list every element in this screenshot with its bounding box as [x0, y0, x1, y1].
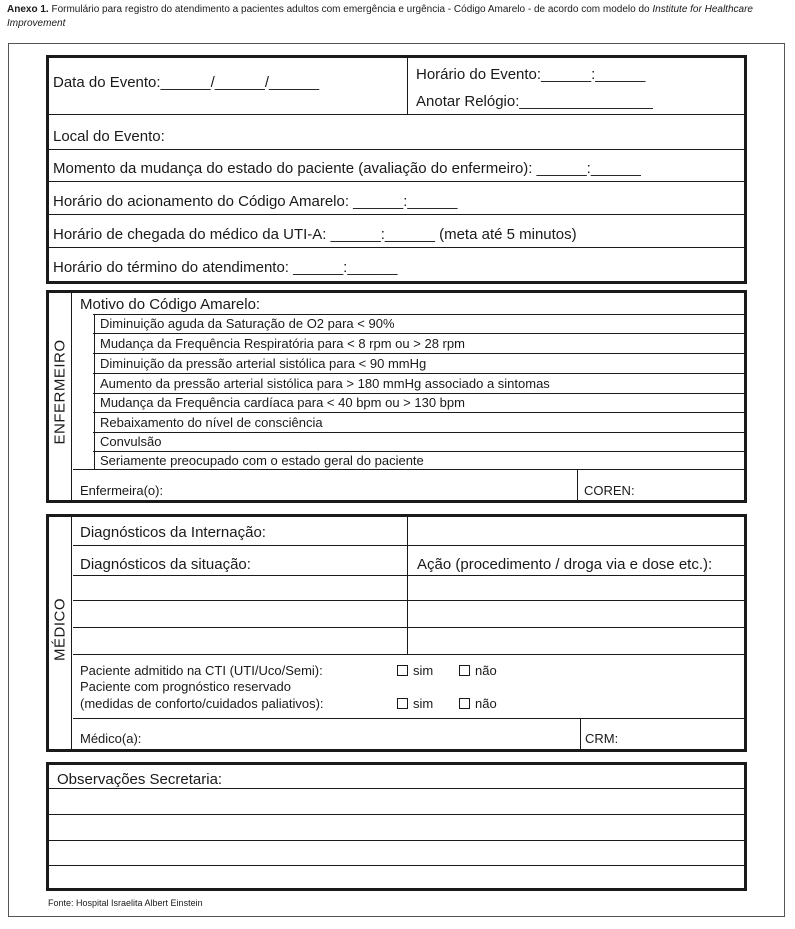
medico-side-label: MÉDICO [51, 598, 69, 661]
divider [73, 575, 745, 576]
divider [93, 314, 745, 315]
divider [580, 718, 581, 750]
motivo-item[interactable]: Mudança da Frequência cardíaca para < 40 bpm ou > 130 bpm [100, 395, 465, 410]
divider [71, 516, 72, 750]
divider [48, 865, 745, 866]
admitido-nao-checkbox[interactable] [459, 663, 497, 678]
caption-lead: Anexo 1. [7, 4, 49, 15]
checkbox-icon[interactable] [459, 698, 470, 709]
local-evento-field[interactable]: Local do Evento: [53, 128, 165, 145]
sim-label: sim [413, 696, 434, 711]
motivo-title: Motivo do Código Amarelo: [80, 296, 261, 313]
caption-italic: Institute for Healthcare Improvement [7, 4, 753, 29]
crm-field[interactable]: CRM: [585, 731, 619, 746]
sim-label: sim [413, 663, 434, 678]
motivo-item[interactable]: Convulsão [100, 434, 162, 449]
horario-evento-field[interactable]: Horário do Evento:______:______ [416, 66, 646, 83]
chegada-medico-field[interactable]: Horário de chegada do médico da UTI-A: ______:______ (meta até 5 minutos) [53, 226, 577, 243]
divider [93, 432, 745, 433]
observacoes-title[interactable]: Observações Secretaria: [57, 771, 223, 788]
diag-situacao-label: Diagnósticos da situação: [80, 556, 251, 573]
motivo-item[interactable]: Mudança da Frequência Respiratória para < 8 rpm ou > 28 rpm [100, 336, 465, 351]
momento-mudanca-field[interactable]: Momento da mudança do estado do paciente (avaliação do enfermeiro): ______:______ [53, 160, 641, 177]
acao-label: Ação (procedimento / droga via e dose etc.): [417, 556, 713, 573]
prognostico-sim-checkbox[interactable] [397, 696, 433, 711]
divider [48, 814, 745, 815]
motivo-item[interactable]: Rebaixamento do nível de consciência [100, 415, 323, 430]
prognostico-label-2: (medidas de conforto/cuidados paliativos): [80, 696, 324, 711]
motivo-item[interactable]: Seriamente preocupado com o estado geral do paciente [100, 453, 424, 468]
prognostico-nao-checkbox[interactable] [459, 696, 497, 711]
divider [93, 451, 745, 452]
data-evento-field[interactable]: Data do Evento:______/______/______ [53, 74, 320, 91]
divider [48, 247, 745, 248]
divider [93, 373, 745, 374]
divider [93, 412, 745, 413]
divider [73, 469, 745, 470]
nao-label: não [475, 663, 497, 678]
divider [48, 214, 745, 215]
divider [73, 627, 745, 628]
divider [577, 469, 578, 501]
divider [48, 788, 745, 789]
admitido-label: Paciente admitido na CTI (UTI/Uco/Semi): [80, 663, 323, 678]
enfermeira-field[interactable]: Enfermeira(o): [80, 483, 164, 498]
prognostico-label-1: Paciente com prognóstico reservado [80, 679, 292, 694]
divider [73, 718, 745, 719]
caption-text: Formulário para registro do atendimento a pacientes adultos com emergência e urgência - Código Amarelo - de acordo com modelo do [51, 4, 650, 15]
enfermeiro-side-label: ENFERMEIRO [51, 339, 69, 445]
figure-caption [7, 3, 787, 31]
divider [48, 149, 745, 150]
divider [407, 516, 408, 654]
motivo-item[interactable]: Aumento da pressão arterial sistólica para > 180 mmHg associado a sintomas [100, 376, 550, 391]
divider [93, 393, 745, 394]
motivo-item[interactable]: Diminuição aguda da Saturação de O2 para < 90% [100, 316, 395, 331]
checkbox-column-line [94, 314, 95, 470]
checkbox-icon[interactable] [459, 665, 470, 676]
divider [93, 333, 745, 334]
coren-field[interactable]: COREN: [584, 483, 635, 498]
divider [48, 840, 745, 841]
divider [73, 545, 745, 546]
nao-label: não [475, 696, 497, 711]
divider [71, 292, 72, 501]
acionamento-field[interactable]: Horário do acionamento do Código Amarelo: ______:______ [53, 193, 458, 210]
divider [93, 353, 745, 354]
medico-field[interactable]: Médico(a): [80, 731, 142, 746]
termino-field[interactable]: Horário do término do atendimento: ______:______ [53, 259, 398, 276]
admitido-sim-checkbox[interactable] [397, 663, 433, 678]
checkbox-icon[interactable] [397, 665, 408, 676]
divider [48, 114, 745, 115]
diag-internacao-field[interactable]: Diagnósticos da Internação: [80, 524, 266, 541]
divider [73, 600, 745, 601]
motivo-item[interactable]: Diminuição da pressão arterial sistólica para < 90 mmHg [100, 356, 427, 371]
anotar-relogio-field[interactable]: Anotar Relógio:________________ [416, 93, 653, 110]
divider [48, 181, 745, 182]
divider [407, 57, 408, 115]
divider [73, 654, 745, 655]
checkbox-icon[interactable] [397, 698, 408, 709]
medico-section [46, 514, 747, 752]
source-note: Fonte: Hospital Israelita Albert Einstein [48, 898, 203, 908]
